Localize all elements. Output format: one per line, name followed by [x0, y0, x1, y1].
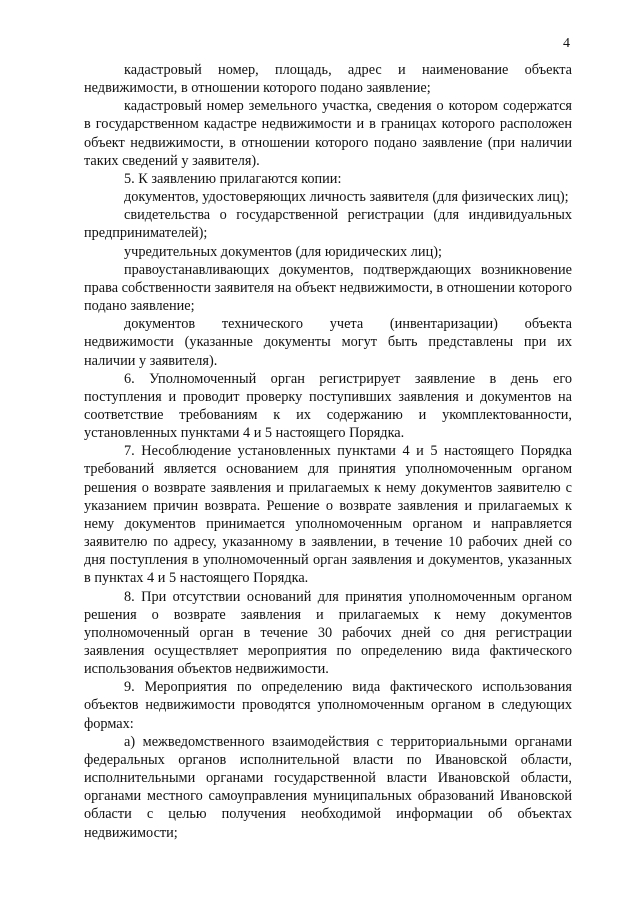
paragraph-item-8: 8. При отсутствии оснований для принятия уполномоченным органом решения о возврате заявления и прилагаемых к нему документов уполномоченный орган в течение 30 рабочих дней со дня регистрации заявления осуществляет мероприятия по определению вида фактического использования объектов недвижимости. — [84, 588, 572, 678]
paragraph-title-docs: правоустанавливающих документов, подтверждающих возникновение права собственности заявителя на объект недвижимости, в отношении которого подано заявление; — [84, 261, 572, 315]
paragraph-registration-certificate: свидетельства о государственной регистрации (для индивидуальных предпринимателей); — [84, 207, 572, 242]
paragraph-identity-docs: документов, удостоверяющих личность заявителя (для физических лиц); — [124, 189, 569, 206]
paragraph-technical-docs: документов технического учета (инвентаризации) объекта недвижимости (указанные документы могут быть представлены при их наличии у заявителя). — [84, 316, 572, 369]
paragraph-founding-docs: учредительных документов (для юридических лиц); — [124, 243, 442, 260]
paragraph-item-5: 5. К заявлению прилагаются копии: — [124, 170, 342, 187]
paragraph-item-7: 7. Несоблюдение установленных пунктами 4 и 5 настоящего Порядка требований является основанием для принятия уполномоченным органом решения о возврате заявления и прилагаемых к нему документов заявителю с указанием причин возврата. Решение о возврате заявления и прилагаемых к нему документов принимается уполномоченным органом и направляется заявителю по адресу, указанному в заявлении, в течение 10 рабочих дней со дня поступления в уполномоченный орган заявления и документов, указанных в пунктах 4 и 5 настоящего Порядка. — [84, 443, 572, 587]
document-body — [84, 61, 572, 842]
paragraph-item-6: 6. Уполномоченный орган регистрирует заявление в день его поступления и проводит проверку поступивших заявления и документов на соответствие требованиям к их содержанию и укомплектованности, установленных пунктами 4 и 5 настоящего Порядка. — [84, 370, 572, 442]
paragraph-cadastral-object: кадастровый номер, площадь, адрес и наименование объекта недвижимости, в отношении которого подано заявление; — [84, 62, 572, 97]
paragraph-cadastral-land: кадастровый номер земельного участка, сведения о котором содержатся в государственном кадастре недвижимости и в границах которого расположен объект недвижимости, в отношении которого подано заявление (при наличии таких сведений у заявителя). — [84, 98, 572, 169]
paragraph-item-9a: а) межведомственного взаимодействия с территориальными органами федеральных органов исполнительной власти по Ивановской области, исполнительными органами государственной власти Ивановской области, органами местного самоуправления муниципальных образований Ивановской области с целью получения необходимой информации об объектах недвижимости; — [84, 733, 572, 841]
page-number: 4 — [563, 36, 570, 51]
paragraph-item-9: 9. Мероприятия по определению вида фактического использования объектов недвижимости проводятся уполномоченным органом в следующих формах: — [84, 679, 572, 732]
